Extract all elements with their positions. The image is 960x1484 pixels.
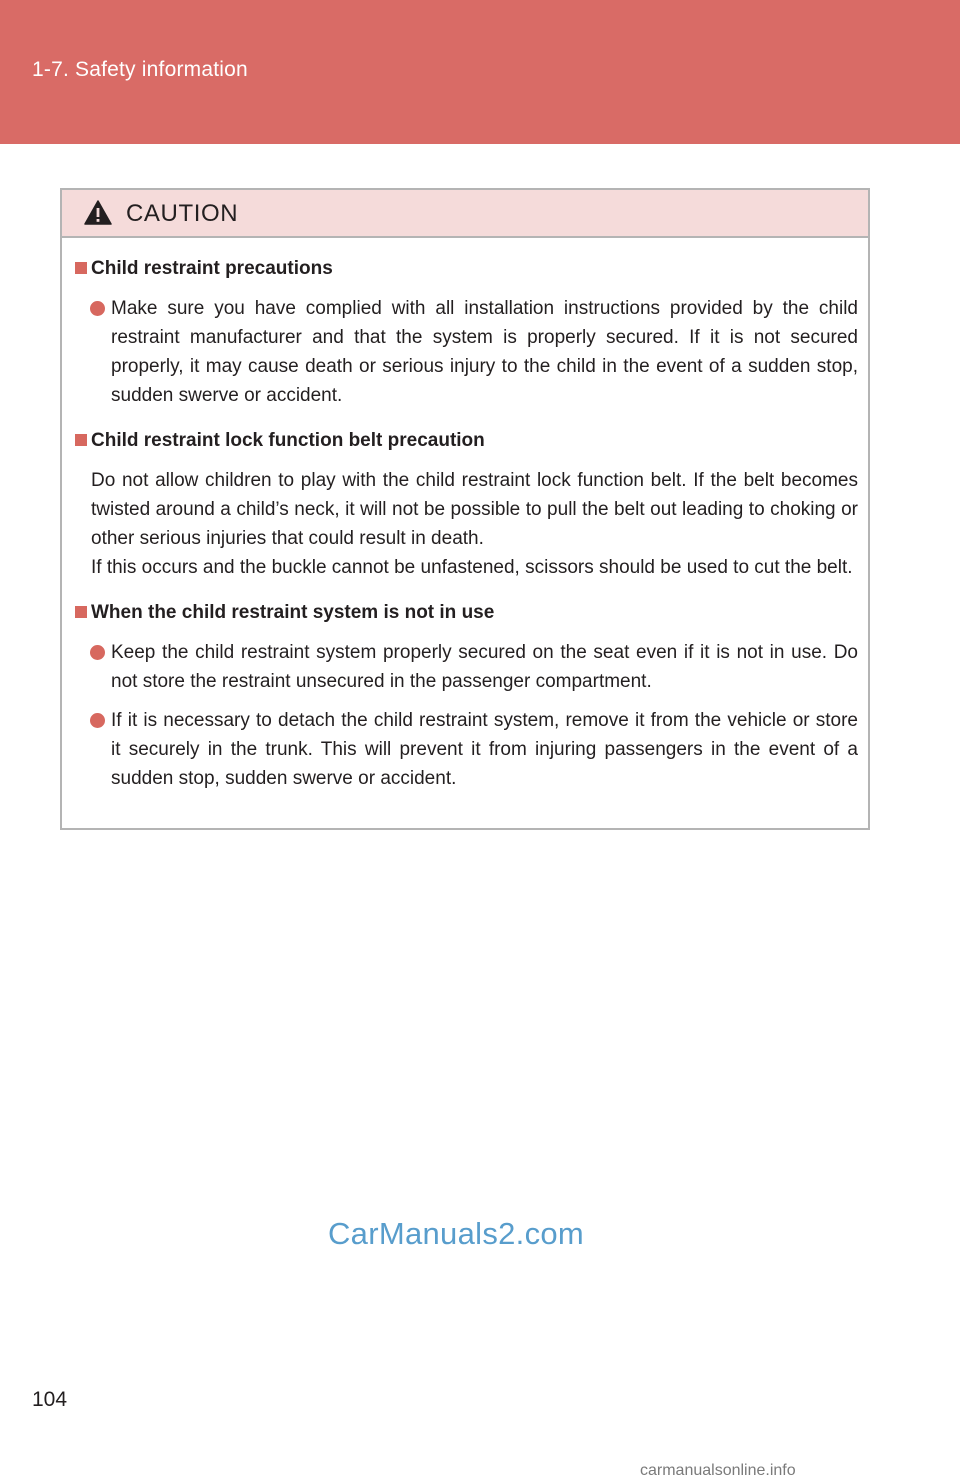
bullet-text: If it is necessary to detach the child restraint system, remove it from the vehicle or store it securely in the trunk. This will prevent it from injuring passengers in the event of a sudden stop, sudden swerve or accident. bbox=[111, 710, 858, 789]
page-number: 104 bbox=[32, 1388, 68, 1411]
bullet-text: Keep the child restraint system properly secured on the seat even if it is not in use. Do not store the restraint unsecured in the passenger compartment. bbox=[111, 642, 858, 692]
circle-bullet-icon bbox=[90, 713, 105, 728]
circle-bullet-icon bbox=[90, 301, 105, 316]
bullet-item bbox=[75, 706, 858, 793]
caution-box bbox=[60, 188, 870, 830]
section-heading-child-restraint-precautions bbox=[75, 256, 858, 282]
bullet-item bbox=[75, 638, 858, 696]
caution-title: CAUTION bbox=[126, 200, 239, 227]
bullet-text: Make sure you have complied with all installation instructions provided by the child restraint manufacturer and that the system is properly secured. If it is not secured properly, it may cause death or serious injury to the child in the event of a sudden stop, sudden swerve or accident. bbox=[111, 298, 858, 406]
paragraph-line: Do not allow children to play with the child restraint lock function belt. If the belt becomes twisted around a child’s neck, it will not be possible to pull the belt out leading to choking or other serious injuries that could result in death. bbox=[91, 470, 858, 549]
watermark: CarManuals2.com bbox=[328, 1216, 585, 1251]
square-bullet-icon bbox=[75, 606, 87, 618]
square-bullet-icon bbox=[75, 434, 87, 446]
paragraph bbox=[75, 466, 858, 582]
section-heading-text: When the child restraint system is not in use bbox=[91, 602, 495, 623]
paragraph-line: If this occurs and the buckle cannot be unfastened, scissors should be used to cut the belt. bbox=[91, 557, 853, 578]
section-title: 1-7. Safety information bbox=[32, 58, 248, 81]
footer-source-text: carmanualsonline.info bbox=[640, 1462, 796, 1479]
bullet-item bbox=[75, 294, 858, 410]
circle-bullet-icon bbox=[90, 645, 105, 660]
header-band bbox=[0, 0, 960, 144]
section-heading-text: Child restraint precautions bbox=[91, 258, 333, 279]
section-heading-not-in-use bbox=[75, 600, 858, 626]
square-bullet-icon bbox=[75, 262, 87, 274]
warning-triangle-icon bbox=[84, 200, 112, 225]
caution-body bbox=[62, 238, 868, 793]
caution-header bbox=[62, 190, 868, 238]
section-heading-lock-function-belt bbox=[75, 428, 858, 454]
section-heading-text: Child restraint lock function belt precaution bbox=[91, 430, 485, 451]
